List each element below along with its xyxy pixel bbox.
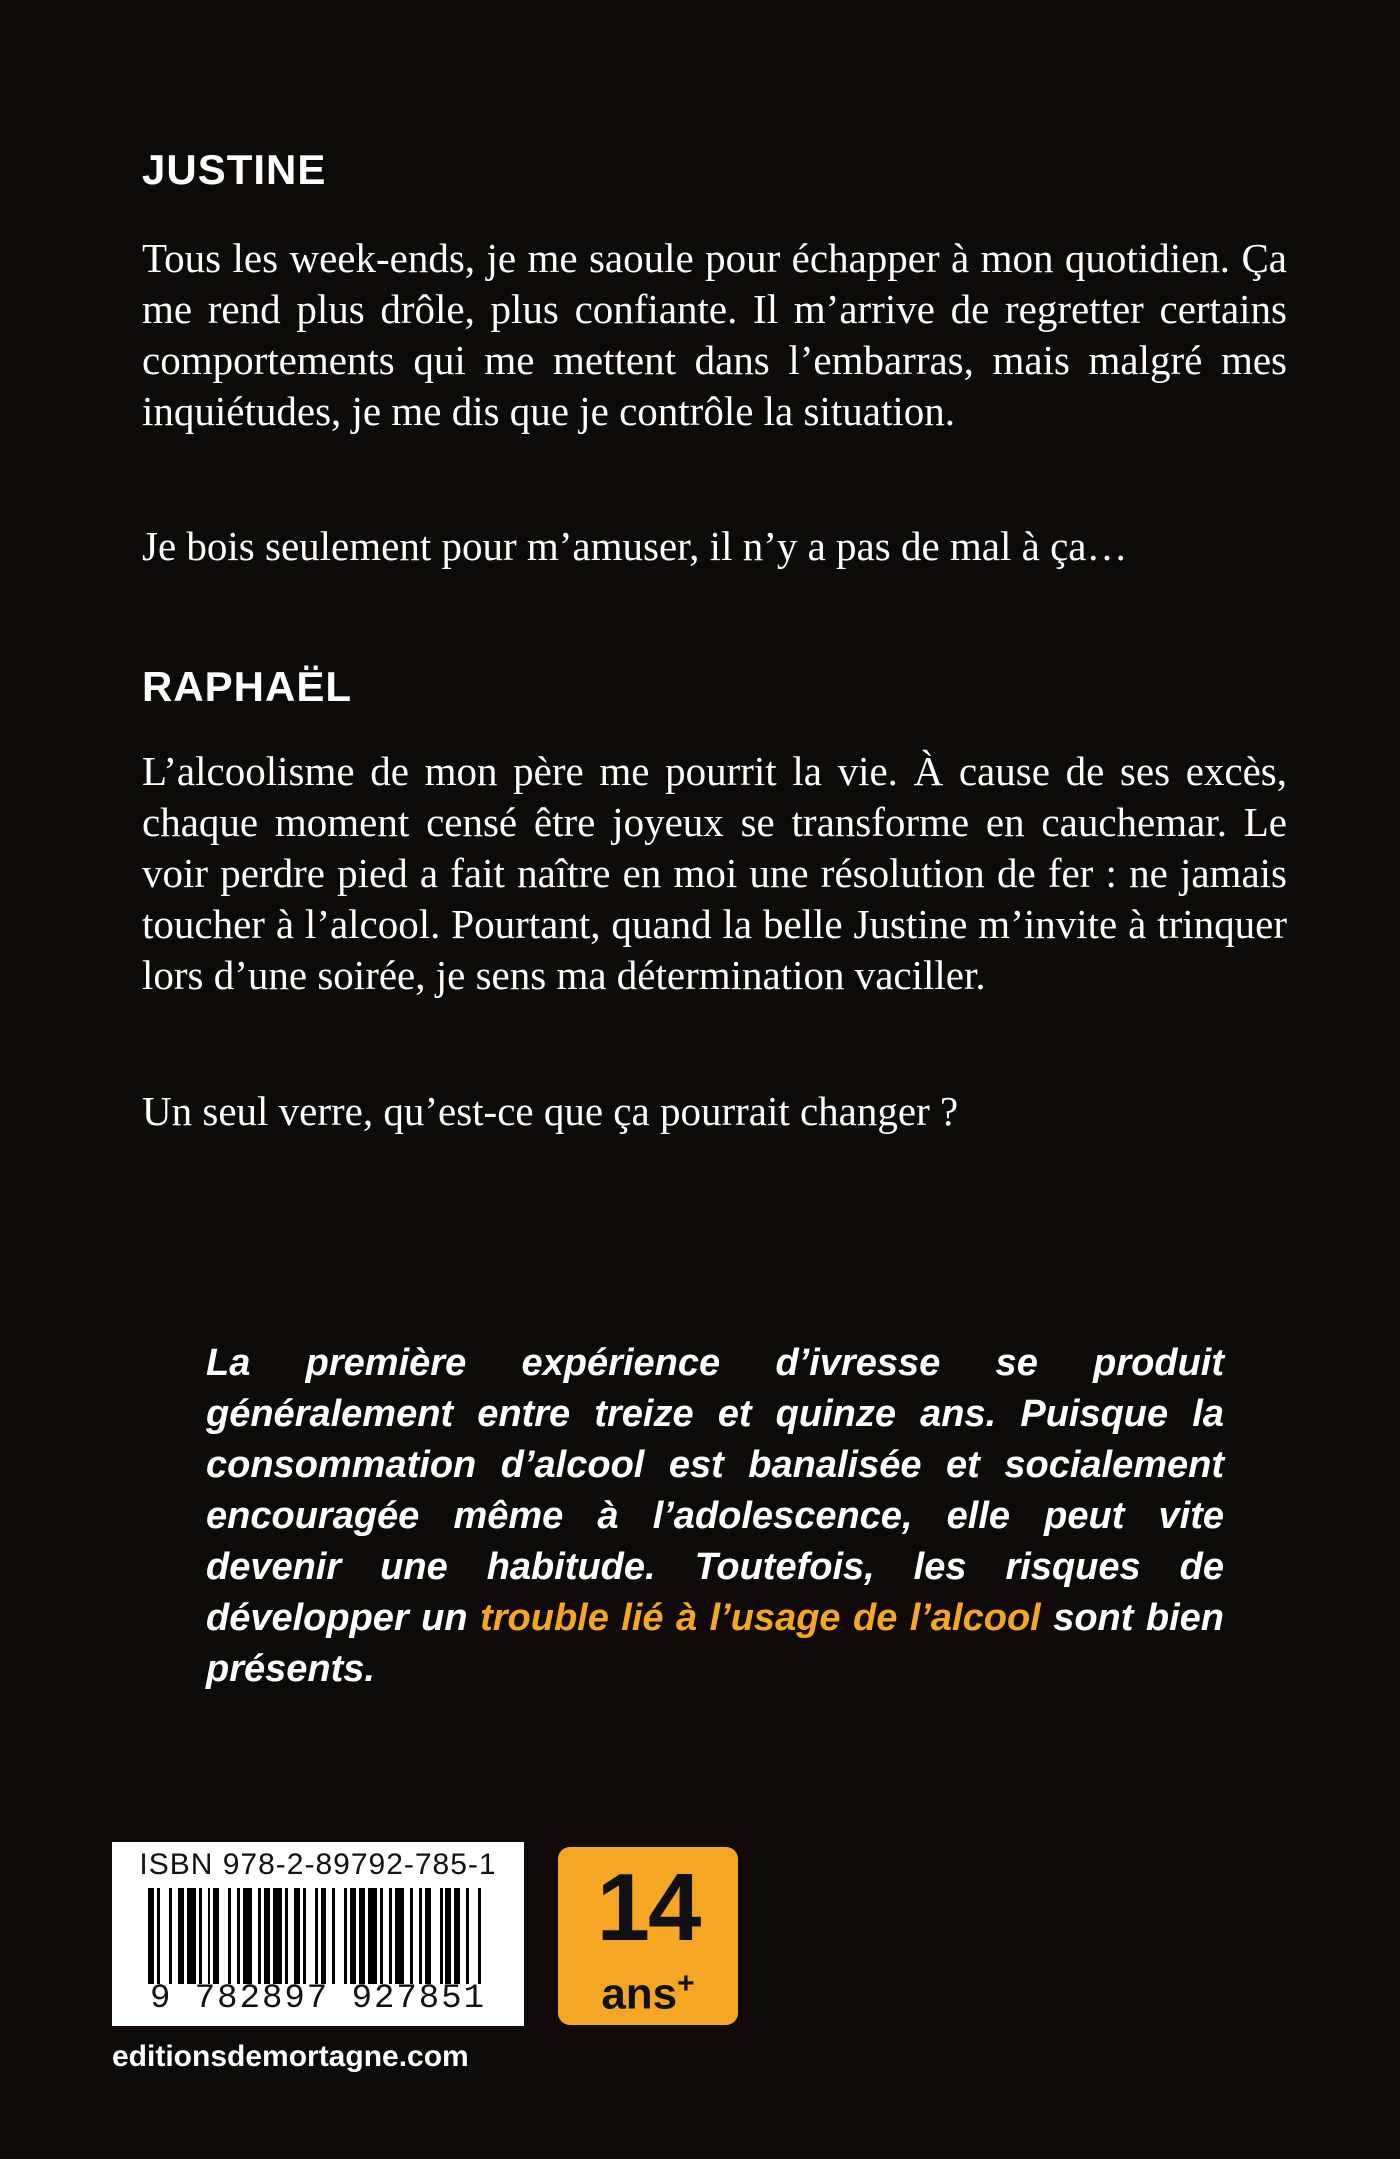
justine-paragraph-2: Je bois seulement pour m’amuser, il n’y a pas de mal à ça… xyxy=(142,523,1128,569)
barcode-stripe xyxy=(335,1888,344,1984)
raphael-paragraph-2: Un seul verre, qu’est-ce que ça pourrait changer ? xyxy=(142,1088,959,1134)
isbn-barcode xyxy=(112,1842,524,2026)
age-number: 14 xyxy=(596,1854,700,1961)
callout-highlight: trouble lié à l’usage de l’alcool xyxy=(480,1597,1041,1639)
age-unit xyxy=(558,1959,738,2020)
barcode-stripe xyxy=(306,1888,315,1984)
age-rating-badge xyxy=(558,1847,738,2025)
raphael-paragraph-1: L’alcoolisme de mon père me pourrit la vie. À cause de ses excès, chaque moment censé être joyeux se transforme en cauchemar. Le voir perdre pied a fait naître en moi une résolution de fer : ne jamais toucher à l’alcool. Pourtant, quand la belle Justine m’invite à trinquer lors d’une soirée, je sens ma détermination vaciller. xyxy=(142,748,1287,998)
barcode-stripe xyxy=(187,1888,196,1984)
heading-justine: JUSTINE xyxy=(142,146,327,193)
barcode-stripe xyxy=(160,1888,169,1984)
barcode-stripe xyxy=(431,1888,440,1984)
age-plus: + xyxy=(677,1967,695,2000)
barcode-stripe xyxy=(395,1888,404,1984)
barcode-digits: 9 782897 927851 xyxy=(149,1980,487,2018)
heading-raphael: RAPHAËL xyxy=(142,663,353,710)
barcode-stripe xyxy=(469,1888,478,1984)
barcode-stripe xyxy=(243,1888,252,1984)
age-unit-text: ans xyxy=(601,1969,678,2019)
publisher-website[interactable]: editionsdemortagne.com xyxy=(112,2040,469,2073)
barcode-stripe xyxy=(219,1888,228,1984)
justine-paragraph-1: Tous les week-ends, je me saoule pour échapper à mon quotidien. Ça me rend plus drôle, plus confiante. Il m’arrive de regretter certains comportements qui me mettent dans l’embarras, mais malgré mes inquiétudes, je me dis que je contrôle la situation. xyxy=(142,235,1287,434)
barcode-bars xyxy=(148,1888,488,1984)
callout-text-before: La première expérience d’ivresse se produit généralement entre treize et quinze ans. Puisque la consommation d’alcool est banalisée et socialement encouragée même à l’adolescence, elle peut vite devenir une habitude. Toutefois, les risques de développer un xyxy=(206,1342,1224,1639)
isbn-label: ISBN 978-2-89792-785-1 xyxy=(139,1848,497,1881)
barcode-stripe xyxy=(273,1888,282,1984)
callout-text-after: sont bien présents. xyxy=(206,1597,1224,1690)
barcode-stripe xyxy=(368,1888,377,1984)
barcode-stripe xyxy=(481,1888,487,1984)
info-callout xyxy=(206,1338,1224,1695)
